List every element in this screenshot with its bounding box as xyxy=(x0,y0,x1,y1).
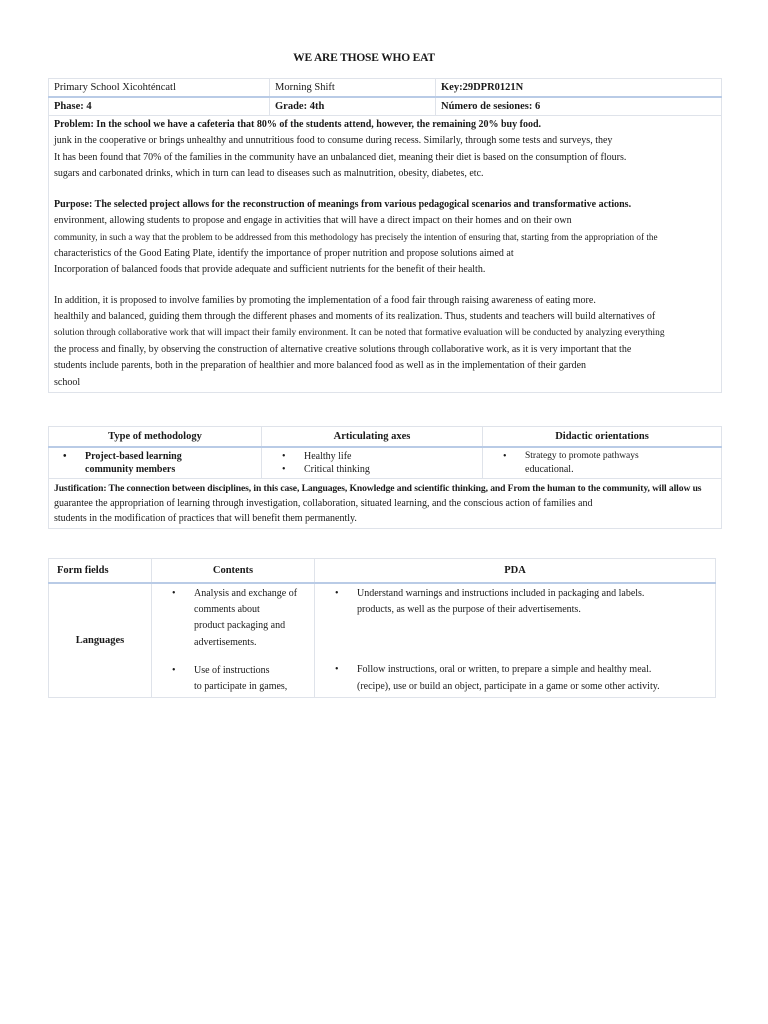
school-key: Key:29DPR0121N xyxy=(436,79,722,98)
sessions: Número de sesiones: 6 xyxy=(436,97,722,116)
school-name: Primary School Xicohténcatl xyxy=(49,79,270,98)
axes-header: Articulating axes xyxy=(262,427,483,448)
pda-cell xyxy=(315,583,716,698)
problem-heading: Problem: In the school we have a cafeteria that 80% of the students attend, however, the remaining 20% buy food. xyxy=(54,119,542,130)
list-item: • Strategy to promote pathways xyxy=(503,451,639,462)
contents-header: Contents xyxy=(152,559,315,584)
list-item: educational. xyxy=(525,464,574,475)
purpose-line: Incorporation of balanced foods that provide adequate and sufficient nutrients for the benefit of their health. xyxy=(54,264,486,276)
justification-heading: Justification: The connection between disciplines, in this case, Languages, Knowledge and scientific thinking, and From the human to the community, will allow us xyxy=(54,483,702,494)
pda-header: PDA xyxy=(315,559,716,584)
justification-line: guarantee the appropriation of learning through investigation, collaboration, situated learning, and the conscious action of families and xyxy=(54,498,593,509)
problem-line: junk in the cooperative or brings unhealthy and unnutritious food to consume during recess. Similarly, through some tests and surveys, they xyxy=(54,135,613,147)
list-item: • Use of instructions to participate in games, xyxy=(172,664,288,693)
contents-cell xyxy=(152,583,315,698)
justification-section xyxy=(49,479,722,529)
list-item: • Understand warnings and instructions included in packaging and labels. products, as well as the purpose of their advertisements. xyxy=(335,588,645,616)
purpose-line: the process and finally, by observing the construction of alternative creative solutions through collaborative work, as it is very important that the xyxy=(54,343,632,355)
phase: Phase: 4 xyxy=(49,97,270,116)
shift: Morning Shift xyxy=(270,79,436,98)
list-item: • Critical thinking xyxy=(282,464,370,475)
purpose-heading: Purpose: The selected project allows for the reconstruction of meanings from various pedagogical scenarios and transformative actions. xyxy=(54,198,632,210)
purpose-line: healthily and balanced, guiding them through the different phases and moments of its realization. Thus, students and teachers will build alternatives of xyxy=(54,311,656,323)
form-fields-table xyxy=(48,558,716,698)
methodology-table xyxy=(48,426,722,529)
form-fields-header: Form fields xyxy=(49,559,152,584)
project-info-table xyxy=(48,78,722,393)
purpose-line: community, in such a way that the problem to be addressed from this methodology has precisely the intention of ensuring that, starting from the appropriation of the xyxy=(54,232,658,243)
purpose-line: environment, allowing students to propose and engage in activities that will have a direct impact on their homes and on their own xyxy=(54,215,572,227)
form-field-languages: Languages xyxy=(49,583,152,698)
justification-line: students in the modification of practices that will benefit them permanently. xyxy=(54,513,357,524)
methodology-header: Type of methodology xyxy=(49,427,262,448)
list-item: • Follow instructions, oral or written, to prepare a simple and healthy meal. (recipe), use or build an object, participate in a game or some other activity. xyxy=(335,664,660,692)
problem-section xyxy=(49,116,722,393)
list-item: • Analysis and exchange of comments about product packaging and advertisements. xyxy=(172,588,298,648)
page-title: WE ARE THOSE WHO EAT xyxy=(293,52,435,64)
orientations-cell xyxy=(483,447,722,479)
list-item: • Healthy life xyxy=(282,451,352,462)
purpose-line: school xyxy=(54,376,81,388)
purpose-line: characteristics of the Good Eating Plate, identify the importance of proper nutrition and propose solutions aimed at xyxy=(54,247,514,259)
problem-line: It has been found that 70% of the families in the community have an unbalanced diet, meaning their diet is based on the consumption of flours. xyxy=(54,151,627,163)
axes-cell xyxy=(262,447,483,479)
list-item: community members xyxy=(85,464,176,475)
methodology-type-cell xyxy=(49,447,262,479)
purpose-line: In addition, it is proposed to involve families by promoting the implementation of a food fair through raising awareness of eating more. xyxy=(54,294,596,306)
problem-line: sugars and carbonated drinks, which in turn can lead to diseases such as malnutrition, obesity, diabetes, etc. xyxy=(54,168,484,180)
list-item: • Project-based learning xyxy=(63,451,182,462)
purpose-line: students include parents, both in the preparation of healthier and more balanced food as well as in the implementation of their garden xyxy=(54,360,587,372)
grade: Grade: 4th xyxy=(270,97,436,116)
purpose-line: solution through collaborative work that will impact their family environment. It can be noted that formative evaluation will be conducted by analyzing everything xyxy=(54,328,665,339)
orientations-header: Didactic orientations xyxy=(483,427,722,448)
